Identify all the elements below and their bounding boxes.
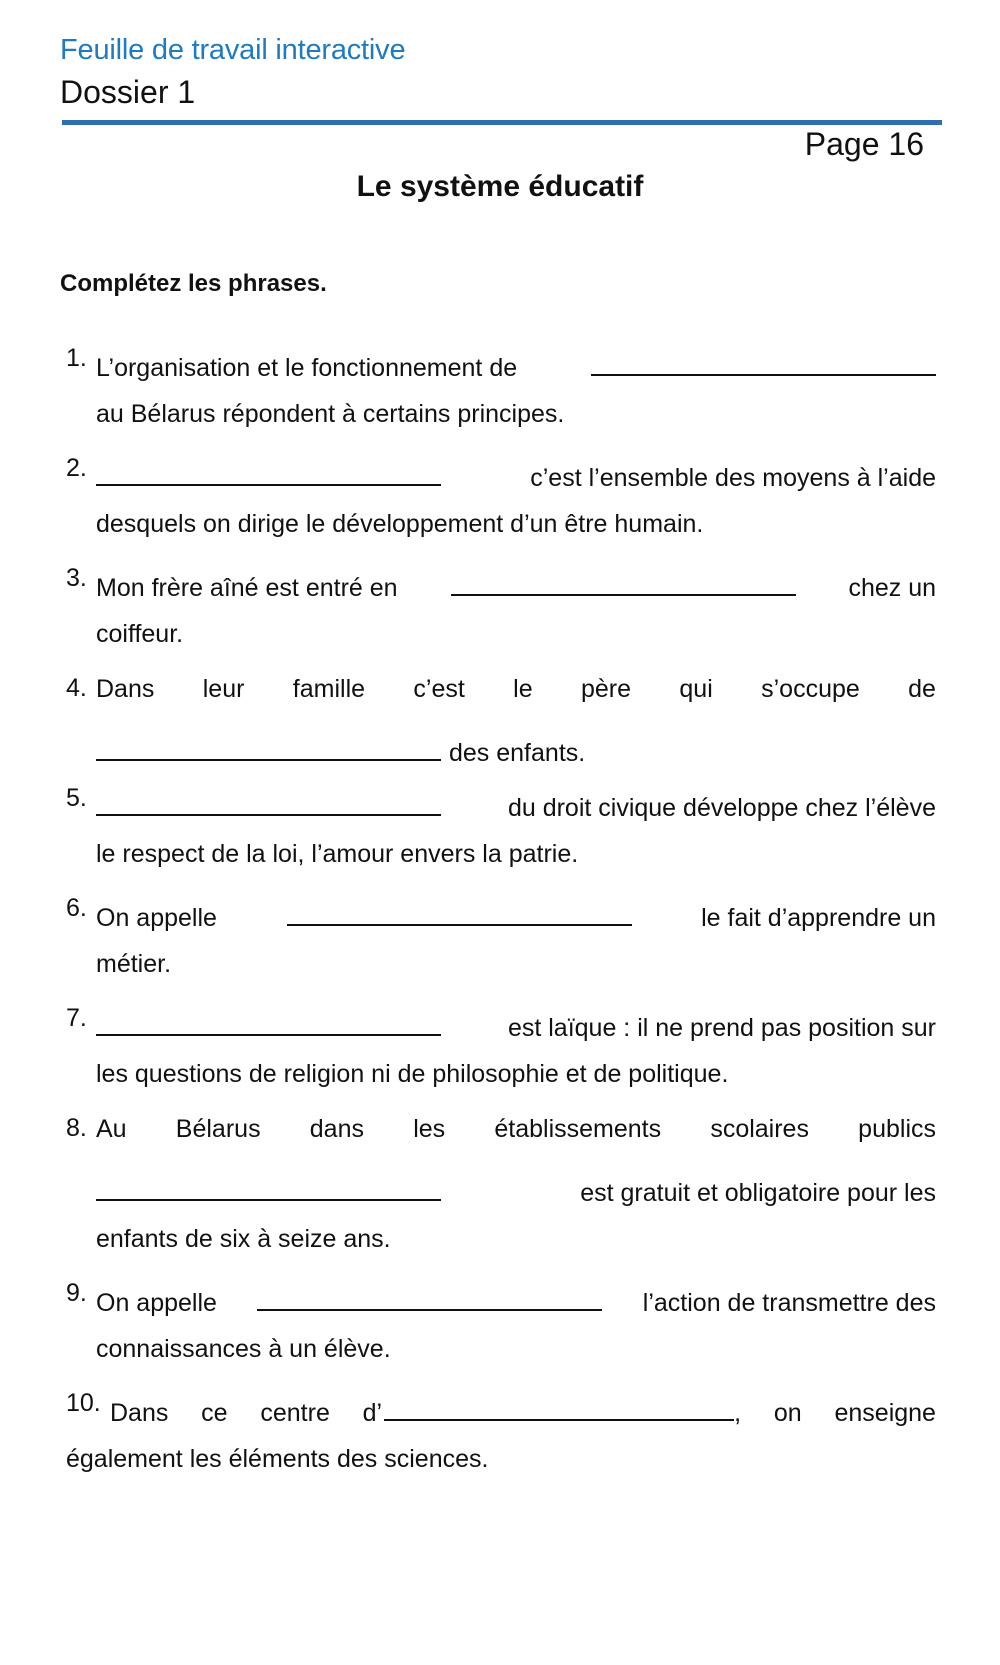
exercise-item-4 <box>66 674 936 784</box>
dossier-label: Dossier 1 <box>60 74 196 110</box>
item-text-after: est laïque : il ne prend pas position sur <box>507 1014 936 1042</box>
instruction: Complétez les phrases. <box>60 270 327 297</box>
item-word: publics <box>858 1115 936 1143</box>
item-text-after: le fait d’apprendre un <box>701 904 936 932</box>
answer-blank-4[interactable] <box>96 729 441 761</box>
item-punctuation: , <box>734 1399 742 1427</box>
item-number: 9. <box>66 1279 87 1307</box>
item-number: 6. <box>66 894 87 922</box>
item-continuation: connaissances à un élève. <box>96 1335 391 1363</box>
header-divider <box>62 120 942 125</box>
exercise-item-2 <box>66 454 936 564</box>
item-word: Bélarus <box>175 1115 261 1143</box>
exercise-item-10 <box>66 1389 936 1499</box>
item-word: Dans <box>96 675 155 703</box>
item-continuation: le respect de la loi, l’amour envers la patrie. <box>96 840 579 868</box>
item-word: Dans <box>110 1399 169 1427</box>
item-word: s’occupe <box>761 675 860 703</box>
item-word: de <box>908 675 936 703</box>
exercise-item-5 <box>66 784 936 894</box>
exercise-item-7 <box>66 1004 936 1114</box>
page-title: Le système éducatif <box>356 170 644 203</box>
item-word: on <box>773 1399 802 1427</box>
item-continuation: des enfants. <box>449 739 586 767</box>
item-number: 7. <box>66 1004 87 1032</box>
item-word: établissements <box>494 1115 662 1143</box>
item-word: dans <box>309 1115 364 1143</box>
item-number: 5. <box>66 784 87 812</box>
item-word: père <box>580 675 632 703</box>
item-word: centre <box>260 1399 330 1427</box>
item-text-before: Mon frère aîné est entré en <box>96 574 398 602</box>
item-number: 1. <box>66 344 87 372</box>
item-prefix: d’ <box>362 1399 383 1427</box>
item-word: scolaires <box>710 1115 809 1143</box>
item-word: famille <box>292 675 366 703</box>
answer-blank-2[interactable] <box>96 454 441 486</box>
item-continuation: desquels on dirige le développement d’un être humain. <box>96 510 704 538</box>
answer-blank-1[interactable] <box>591 344 936 376</box>
item-continuation: également les éléments des sciences. <box>66 1445 489 1473</box>
item-continuation: au Bélarus répondent à certains principes. <box>96 400 565 428</box>
item-word: le <box>513 675 533 703</box>
item-text-before: On appelle <box>96 904 217 932</box>
item-text-before: On appelle <box>96 1289 217 1317</box>
item-number: 3. <box>66 564 87 592</box>
answer-blank-10[interactable] <box>384 1389 734 1421</box>
answer-blank-6[interactable] <box>287 894 632 926</box>
item-continuation: coiffeur. <box>96 620 184 648</box>
item-text-before: L’organisation et le fonctionnement de <box>96 354 518 382</box>
exercise-list <box>66 344 936 1499</box>
exercise-item-3 <box>66 564 936 674</box>
item-word: Au <box>96 1115 127 1143</box>
answer-blank-3[interactable] <box>451 564 796 596</box>
item-continuation: enfants de six à seize ans. <box>96 1225 391 1253</box>
item-text-after: chez un <box>848 574 936 602</box>
item-word: leur <box>202 675 245 703</box>
page-number: Page 16 <box>804 126 924 162</box>
item-word: les <box>413 1115 446 1143</box>
item-text-after: c’est l’ensemble des moyens à l’aide <box>530 464 936 492</box>
item-continuation: métier. <box>96 950 172 978</box>
exercise-item-8 <box>66 1114 936 1279</box>
answer-blank-5[interactable] <box>96 784 441 816</box>
item-continuation: les questions de religion ni de philosophie et de politique. <box>96 1060 729 1088</box>
item-number: 10. <box>66 1389 101 1417</box>
exercise-item-9 <box>66 1279 936 1389</box>
exercise-item-1 <box>66 344 936 454</box>
answer-blank-7[interactable] <box>96 1004 441 1036</box>
item-number: 2. <box>66 454 87 482</box>
item-text-after: du droit civique développe chez l’élève <box>507 794 936 822</box>
item-number: 8. <box>66 1114 87 1142</box>
answer-blank-9[interactable] <box>257 1279 602 1311</box>
worksheet-brand: Feuille de travail interactive <box>60 34 406 66</box>
item-word: enseigne <box>834 1399 936 1427</box>
exercise-item-6 <box>66 894 936 1004</box>
answer-blank-8[interactable] <box>96 1169 441 1201</box>
item-word: c’est <box>413 675 465 703</box>
item-word: qui <box>679 675 713 703</box>
item-text-after: l’action de transmettre des <box>642 1289 936 1317</box>
item-blank-group <box>363 1389 741 1428</box>
item-number: 4. <box>66 674 87 702</box>
item-word: ce <box>201 1399 228 1427</box>
item-text-after: est gratuit et obligatoire pour les <box>580 1179 936 1207</box>
